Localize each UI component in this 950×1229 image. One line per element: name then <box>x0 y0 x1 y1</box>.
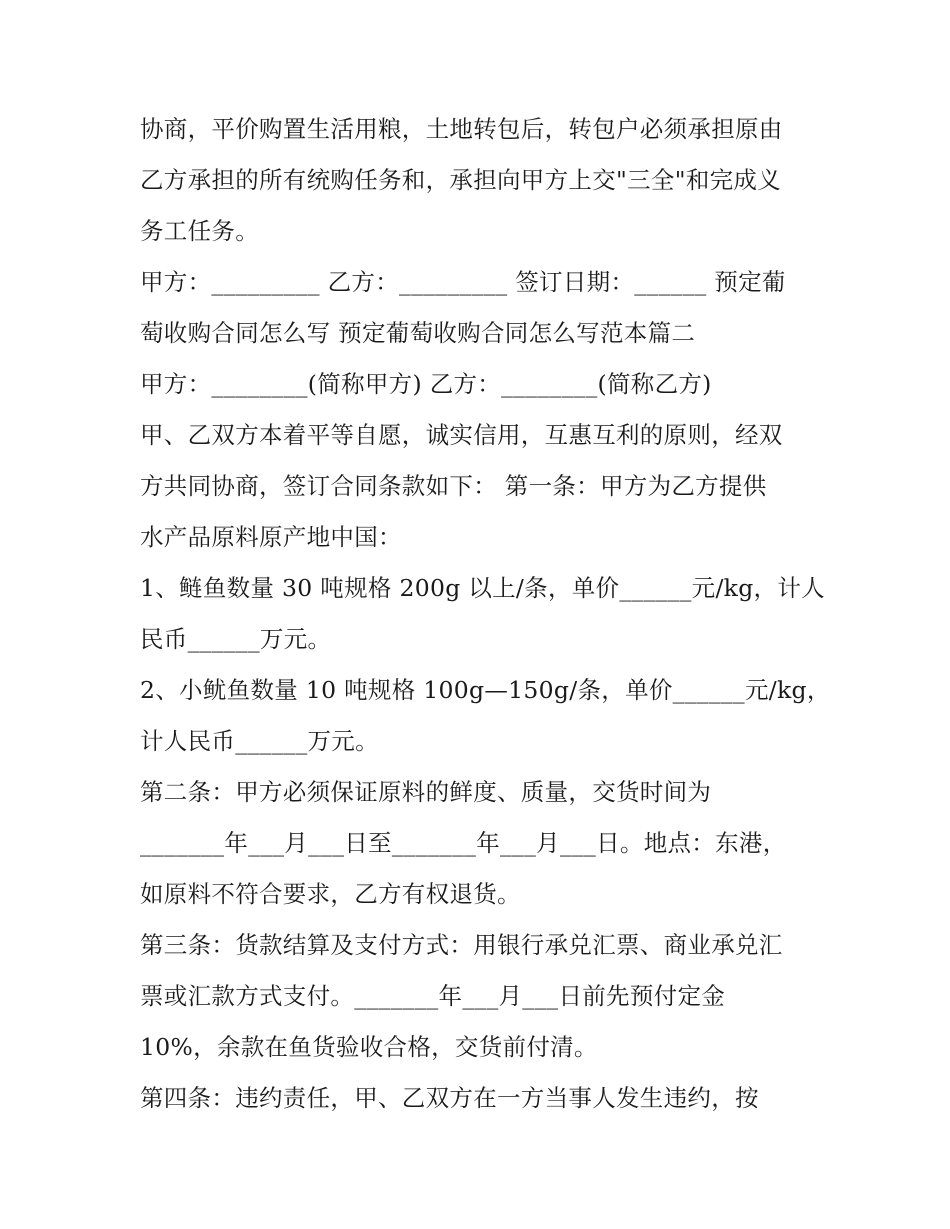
text-line: 第三条：货款结算及支付方式：用银行承兑汇票、商业承兑汇 <box>140 931 783 959</box>
document-body <box>140 104 840 1124</box>
text-line: 务工任务。 <box>140 217 259 245</box>
text-line: 1、鲢鱼数量 30 吨规格 200g 以上/条，单价______元/kg，计人 <box>140 574 825 602</box>
text-line: 乙方承担的所有统购任务和，承担向甲方上交"三全"和完成义 <box>140 166 782 194</box>
text-line: 甲、乙双方本着平等自愿，诚实信用，互惠互利的原则，经双 <box>140 421 783 449</box>
text-line: 第四条：违约责任，甲、乙双方在一方当事人发生违约，按 <box>140 1084 759 1112</box>
text-line: 票或汇款方式支付。_______年___月___日前先预付定金 <box>140 982 726 1010</box>
text-line: 计人民币______万元。 <box>140 727 379 755</box>
text-line: 甲方：________(简称甲方) 乙方：________(简称乙方) <box>140 370 712 398</box>
text-line: 第二条：甲方必须保证原料的鲜度、质量，交货时间为 <box>140 778 712 806</box>
text-line: 水产品原料原产地中国： <box>140 523 402 551</box>
text-line: 萄收购合同怎么写 预定葡萄收购合同怎么写范本篇二 <box>140 319 696 347</box>
text-line: 方共同协商，签订合同条款如下： 第一条：甲方为乙方提供 <box>140 472 767 500</box>
text-line: 民币______万元。 <box>140 625 332 653</box>
text-line: 如原料不符合要求，乙方有权退货。 <box>140 880 521 908</box>
text-line: 协商，平价购置生活用粮，土地转包后，转包户必须承担原由 <box>140 115 783 143</box>
text-line: 2、小鱿鱼数量 10 吨规格 100g—150g/条，单价______元/kg， <box>140 676 831 704</box>
text-line: 甲方：_________ 乙方：_________ 签订日期：______ 预定葡 <box>140 268 786 296</box>
text-line: _______年___月___日至_______年___月___日。地点：东港， <box>140 829 787 857</box>
text-line: 10%，余款在鱼货验收合格，交货前付清。 <box>140 1033 598 1061</box>
